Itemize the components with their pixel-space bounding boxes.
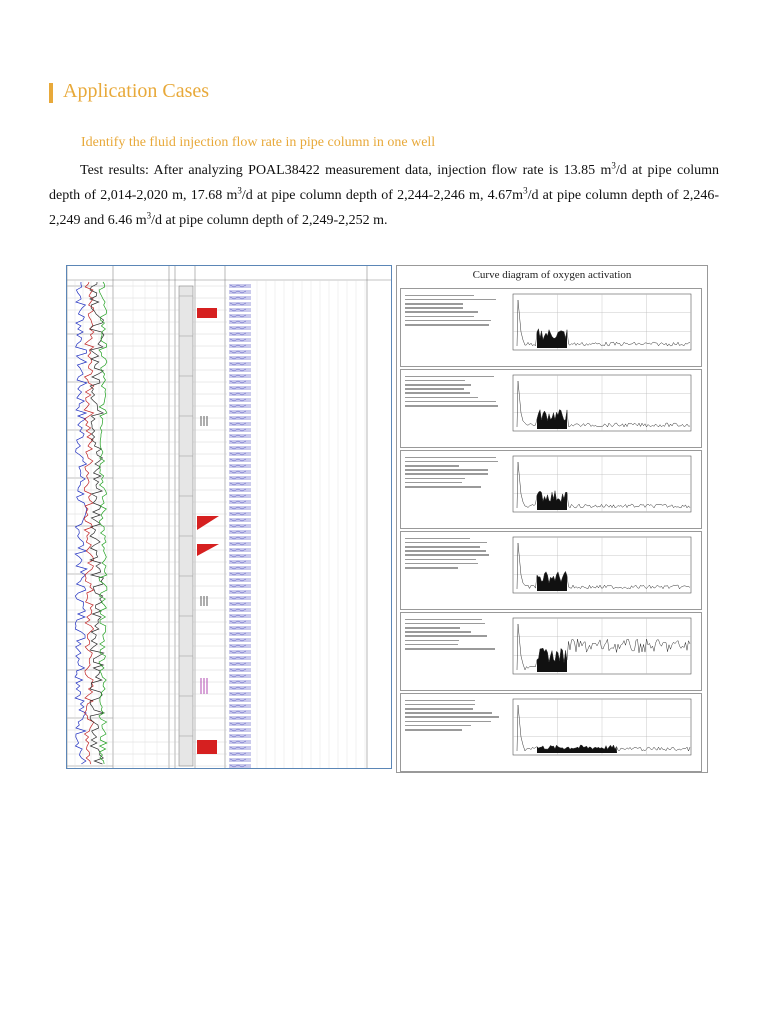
- panel-text-line: [405, 559, 476, 561]
- oxygen-curve-panel: [400, 369, 702, 448]
- panel-text-line: [405, 457, 496, 459]
- section-subheading: Identify the fluid injection flow rate in pipe column in one well: [81, 135, 436, 150]
- panel-parameter-lines: [405, 454, 505, 490]
- panel-text-line: [405, 478, 465, 480]
- panel-text-line: [405, 631, 471, 633]
- panel-parameter-lines: [405, 616, 505, 652]
- panel-text-line: [405, 563, 478, 565]
- panel-text-line: [405, 316, 474, 318]
- panel-text-line: [405, 729, 462, 731]
- oxygen-curve-chart: [507, 535, 695, 600]
- oxygen-curve-panel: [400, 288, 702, 367]
- panel-text-line: [405, 320, 491, 322]
- panel-text-line: [405, 392, 470, 394]
- panel-text-line: [405, 542, 487, 544]
- panel-text-line: [405, 324, 489, 326]
- oxygen-curve-chart: [507, 292, 695, 357]
- oxygen-curve-panel: [400, 693, 702, 772]
- panel-text-line: [405, 721, 491, 723]
- panel-text-line: [405, 708, 473, 710]
- panel-text-line: [405, 397, 478, 399]
- panel-parameter-lines: [405, 292, 505, 328]
- oxygen-activation-figure: [396, 265, 708, 773]
- panel-text-line: [405, 554, 489, 556]
- panel-parameter-lines: [405, 697, 505, 733]
- panel-text-line: [405, 401, 496, 403]
- oxygen-curve-chart: [507, 616, 695, 681]
- panel-text-line: [405, 704, 475, 706]
- oxygen-curve-chart: [507, 373, 695, 438]
- panel-text-line: [405, 303, 463, 305]
- log-injection-wedge: [197, 516, 219, 530]
- panel-text-line: [405, 725, 471, 727]
- log-curve-red: [84, 282, 94, 764]
- panel-text-line: [405, 311, 478, 313]
- panel-text-line: [405, 307, 463, 309]
- panel-parameter-lines: [405, 373, 505, 409]
- panel-parameter-lines: [405, 535, 505, 571]
- panel-text-line: [405, 299, 496, 301]
- panel-text-line: [405, 465, 459, 467]
- panel-text-line: [405, 482, 462, 484]
- panel-text-line: [405, 388, 464, 390]
- well-log-graphic: [67, 266, 391, 768]
- panel-text-line: [405, 700, 475, 702]
- panel-text-line: [405, 567, 458, 569]
- well-log-figure: [66, 265, 392, 769]
- oxygen-curve-panel: [400, 612, 702, 691]
- log-curve-blue: [75, 282, 87, 764]
- panel-text-line: [405, 380, 465, 382]
- panel-text-line: [405, 469, 488, 471]
- log-injection-marker: [197, 740, 217, 754]
- panel-text-line: [405, 486, 481, 488]
- panel-text-line: [405, 473, 488, 475]
- panel-text-line: [405, 376, 494, 378]
- oxygen-activation-title: Curve diagram of oxygen activation: [472, 269, 632, 281]
- panel-text-line: [405, 405, 498, 407]
- panel-text-line: [405, 623, 485, 625]
- log-injection-marker: [197, 308, 217, 318]
- panel-text-line: [405, 619, 482, 621]
- oxygen-curve-panel: [400, 531, 702, 610]
- panel-text-line: [405, 550, 486, 552]
- panel-text-line: [405, 648, 495, 650]
- oxygen-curve-chart: [507, 454, 695, 519]
- heading-accent-bar: [49, 83, 53, 103]
- panel-text-line: [405, 627, 460, 629]
- panel-text-line: [405, 461, 498, 463]
- panel-text-line: [405, 538, 470, 540]
- panel-text-line: [405, 295, 474, 297]
- results-paragraph: Test results: After analyzing POAL38422 measurement data, injection flow rate is 13.85 $m^3/d$ at pipe column depth of 2,014-2,020 m, 17.68 $m^3/d$ at pipe column depth of 2,244-2,246 m, $4.67m^3/d$ at pipe column depth of 2,246-2,249 and 6.46 $m^3/d$ at pipe column depth of 2,249-2,252 m.: [49, 160, 720, 228]
- oxygen-curve-chart: [507, 697, 695, 762]
- oxygen-curve-panel: [400, 450, 702, 529]
- panel-text-line: [405, 546, 480, 548]
- panel-text-line: [405, 640, 459, 642]
- panel-text-line: [405, 384, 471, 386]
- panel-text-line: [405, 712, 492, 714]
- log-pipe-column: [179, 286, 193, 766]
- panel-text-line: [405, 635, 487, 637]
- panel-text-line: [405, 716, 499, 718]
- panel-text-line: [405, 644, 458, 646]
- section-heading: Application Cases: [63, 80, 210, 102]
